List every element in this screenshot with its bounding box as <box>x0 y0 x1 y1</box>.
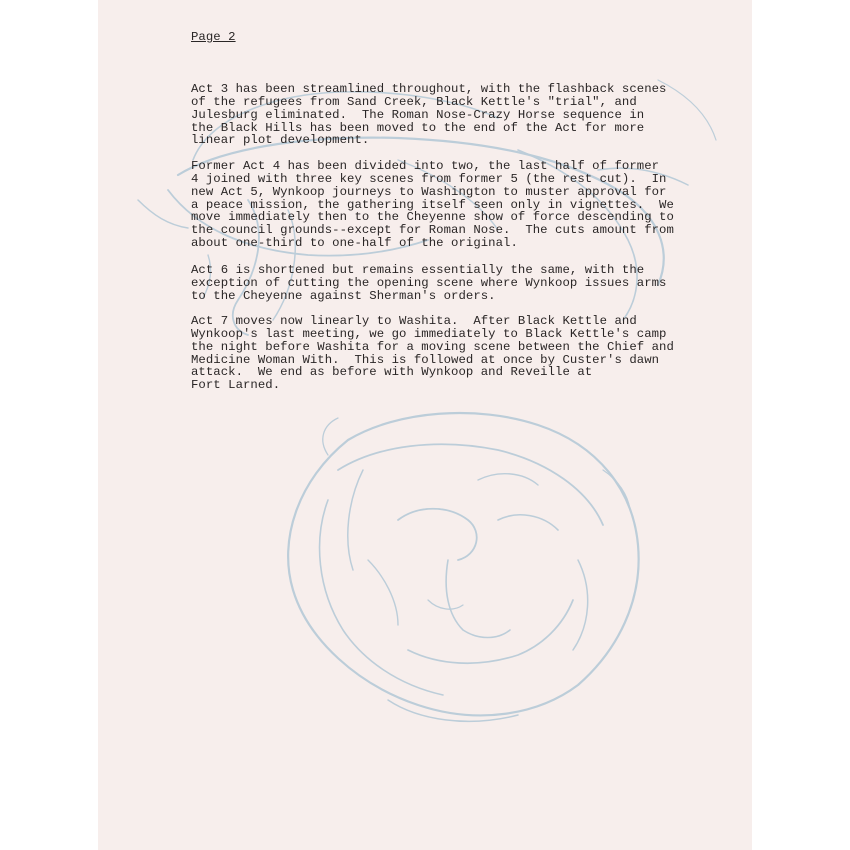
text-line: move immediately then to the Cheyenne show of force descending to <box>191 210 674 225</box>
text-line: Act 6 is shortened but remains essentially the same, with the <box>191 263 645 277</box>
text-line: Act 7 moves now linearly to Washita. After Black Kettle and <box>191 314 637 328</box>
text-line: Former Act 4 has been divided into two, the last half of former <box>191 159 660 173</box>
text-line: Medicine Woman With. This is followed at once by Custer's dawn <box>191 352 660 367</box>
text-line: attack. We end as before with Wynkoop and Reveille at <box>191 365 593 380</box>
paragraph-act-7 <box>191 315 674 392</box>
text-line: the night before Washita for a moving scene between the Chief and <box>191 339 674 354</box>
text-line: the Black Hills has been moved to the end of the Act for more <box>191 120 645 135</box>
text-line: new Act 5, Wynkoop journeys to Washington to muster approval for <box>191 184 667 199</box>
text-line: linear plot development. <box>191 133 370 148</box>
text-line: Wynkoop's last meeting, we go immediately to Black Kettle's camp <box>191 326 667 341</box>
text-line: about one-third to one-half of the original. <box>191 236 518 251</box>
text-line: a peace mission, the gathering itself seen only in vignettes. We <box>191 197 674 212</box>
text-line: 4 joined with three key scenes from former 5 (the rest cut). In <box>191 171 667 186</box>
text-line: of the refugees from Sand Creek, Black Kettle's "trial", and <box>191 94 637 109</box>
paragraph-acts-4-5 <box>191 160 674 250</box>
paragraph-act-3 <box>191 83 666 147</box>
text-line: exception of cutting the opening scene where Wynkoop issues arms <box>191 275 667 290</box>
page-number-label: Page 2 <box>191 30 236 44</box>
text-line: Fort Larned. <box>191 378 281 393</box>
text-line: Julesburg eliminated. The Roman Nose-Crazy Horse sequence in <box>191 107 645 122</box>
document-page <box>98 0 752 850</box>
text-line: the council grounds--except for Roman Nose. The cuts amount from <box>191 223 674 238</box>
text-line: Act 3 has been streamlined throughout, with the flashback scenes <box>191 82 667 96</box>
paragraph-act-6 <box>191 264 666 303</box>
text-line: to the Cheyenne against Sherman's orders. <box>191 288 496 303</box>
